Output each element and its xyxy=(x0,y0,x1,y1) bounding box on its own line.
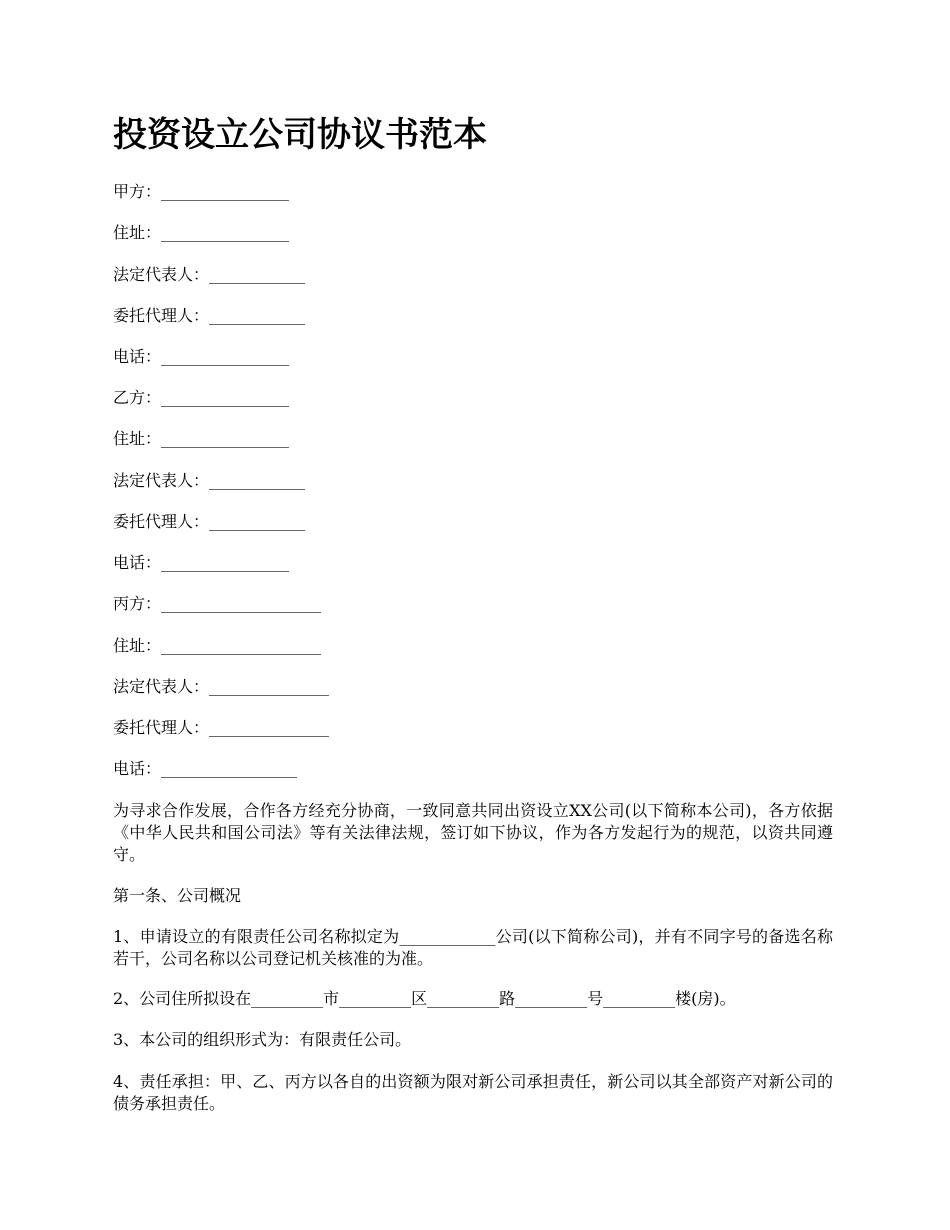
party-b-address-field: 住址：________________ xyxy=(113,429,290,448)
party-b-name-field: 乙方：________________ xyxy=(113,388,290,407)
party-c-name-field: 丙方：____________________ xyxy=(113,594,322,613)
party-a-agent-field: 委托代理人：____________ xyxy=(113,306,306,325)
clause-4-paragraph: 4、责任承担：甲、乙、丙方以各自的出资额为限对新公司承担责任，新公司以其全部资产对新公司的债务承担责任。 xyxy=(113,1072,833,1113)
party-a-name-field: 甲方：________________ xyxy=(113,182,290,201)
party-b-agent-field: 委托代理人：____________ xyxy=(113,512,306,531)
clause-3-paragraph: 3、本公司的组织形式为：有限责任公司。 xyxy=(113,1030,412,1049)
article-one-heading: 第一条、公司概况 xyxy=(113,886,242,905)
preamble-paragraph: 为寻求合作发展，合作各方经充分协商，一致同意共同出资设立XX公司(以下简称本公司)，各方依据《中华人民共和国公司法》等有关法律法规，签订如下协议，作为各方发起行为的规范，以资共同遵守。 xyxy=(113,801,833,864)
party-c-address-field: 住址：____________________ xyxy=(113,636,322,655)
clause-2-paragraph: 2、公司住所拟设在_________市_________区_________路_________号_________楼(房)。 xyxy=(113,989,736,1008)
party-c-agent-field: 委托代理人：_______________ xyxy=(113,718,330,737)
party-c-phone-field: 电话：_________________ xyxy=(113,759,298,778)
party-a-legal-rep-field: 法定代表人：____________ xyxy=(113,265,306,284)
clause-1-paragraph: 1、申请设立的有限责任公司名称拟定为____________公司(以下简称公司)，并有不同字号的备选名称若干，公司名称以公司登记机关核准的为准。 xyxy=(113,927,833,968)
party-a-address-field: 住址：________________ xyxy=(113,223,290,242)
party-a-phone-field: 电话：________________ xyxy=(113,347,290,366)
document-title: 投资设立公司协议书范本 xyxy=(113,115,487,155)
party-c-legal-rep-field: 法定代表人：_______________ xyxy=(113,677,330,696)
party-b-phone-field: 电话：________________ xyxy=(113,553,290,572)
party-b-legal-rep-field: 法定代表人：____________ xyxy=(113,471,306,490)
